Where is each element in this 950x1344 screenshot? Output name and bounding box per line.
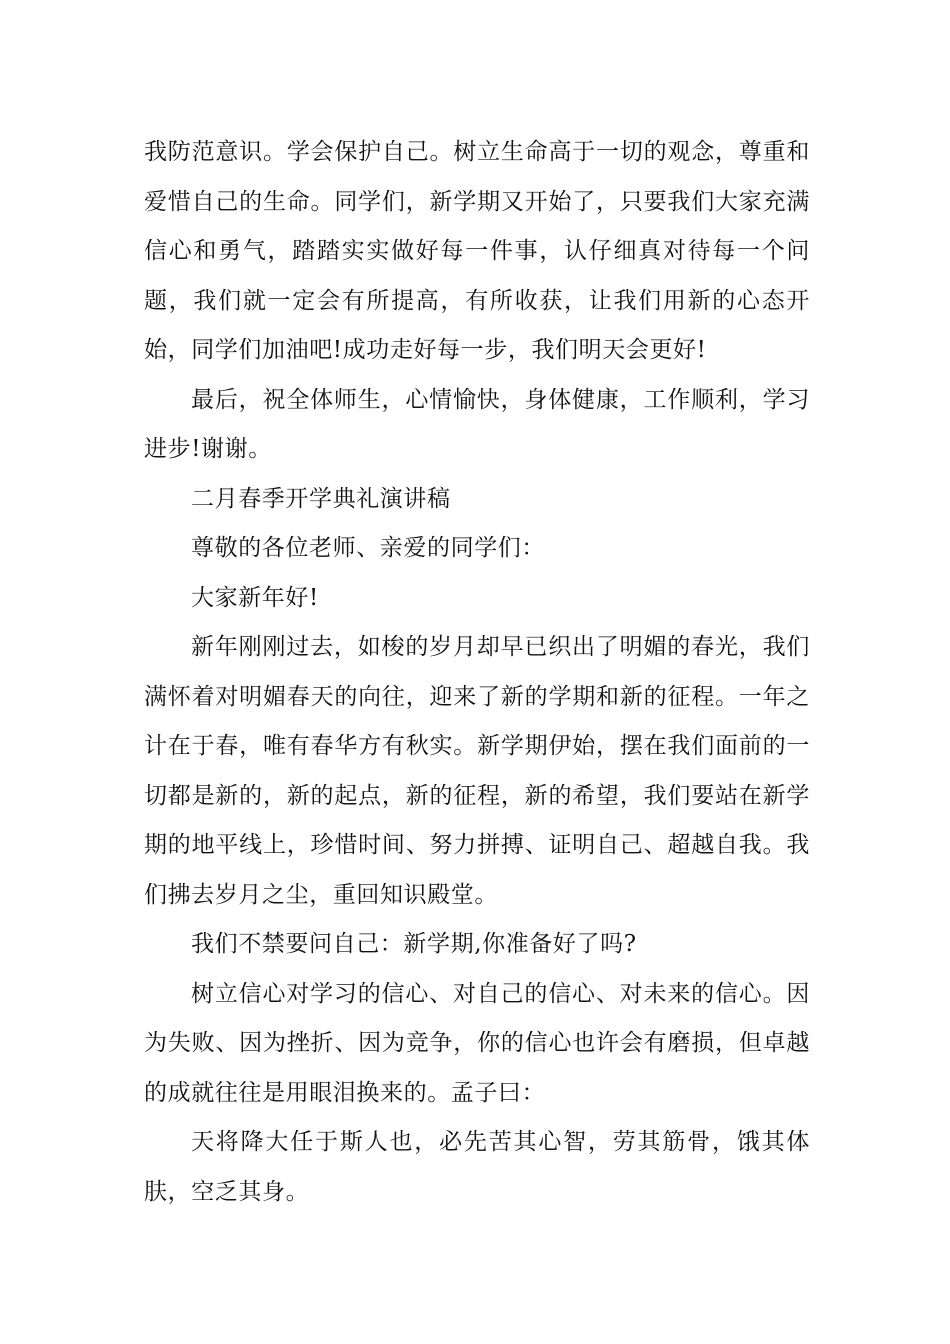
paragraph-safety-closing: 我防范意识。学会保护自己。树立生命高于一切的观念，尊重和爱惜自己的生命。同学们，新学期又开始了，只要我们大家充满信心和勇气，踏踏实实做好每一件事，认仔细真对待每一个问题，我们就一定会有所提高，有所收获，让我们用新的心态开始，同学们加油吧!成功走好每一步，我们明天会更好! bbox=[144, 139, 810, 363]
paragraph-confidence: 树立信心对学习的信心、对自己的信心、对未来的信心。因为失败、因为挫折、因为竞争，你的信心也许会有磨损，但卓越的成就往往是用眼泪换来的。孟子曰： bbox=[144, 980, 810, 1106]
document-body bbox=[144, 128, 810, 1217]
greeting: 大家新年好! bbox=[191, 584, 319, 611]
paragraph-final-wishes: 最后，祝全体师生，心情愉快，身体健康，工作顺利，学习进步!谢谢。 bbox=[144, 386, 810, 462]
paragraph-new-year: 新年刚刚过去，如梭的岁月却早已织出了明媚的春光，我们满怀着对明媚春天的向往，迎来了新的学期和新的征程。一年之计在于春，唯有春华方有秋实。新学期伊始，摆在我们面前的一切都是新的，新的起点，新的征程，新的希望，我们要站在新学期的地平线上，珍惜时间、努力拼搏、证明自己、超越自我。我们拂去岁月之尘，重回知识殿堂。 bbox=[144, 634, 810, 908]
paragraph-question: 我们不禁要问自己：新学期,你准备好了吗? bbox=[191, 931, 637, 957]
speech-title: 二月春季开学典礼演讲稿 bbox=[191, 485, 451, 512]
salutation: 尊敬的各位老师、亲爱的同学们： bbox=[191, 535, 545, 561]
paragraph-mencius-quote: 天将降大任于斯人也，必先苦其心智，劳其筋骨，饿其体肤，空乏其身。 bbox=[144, 1129, 810, 1205]
